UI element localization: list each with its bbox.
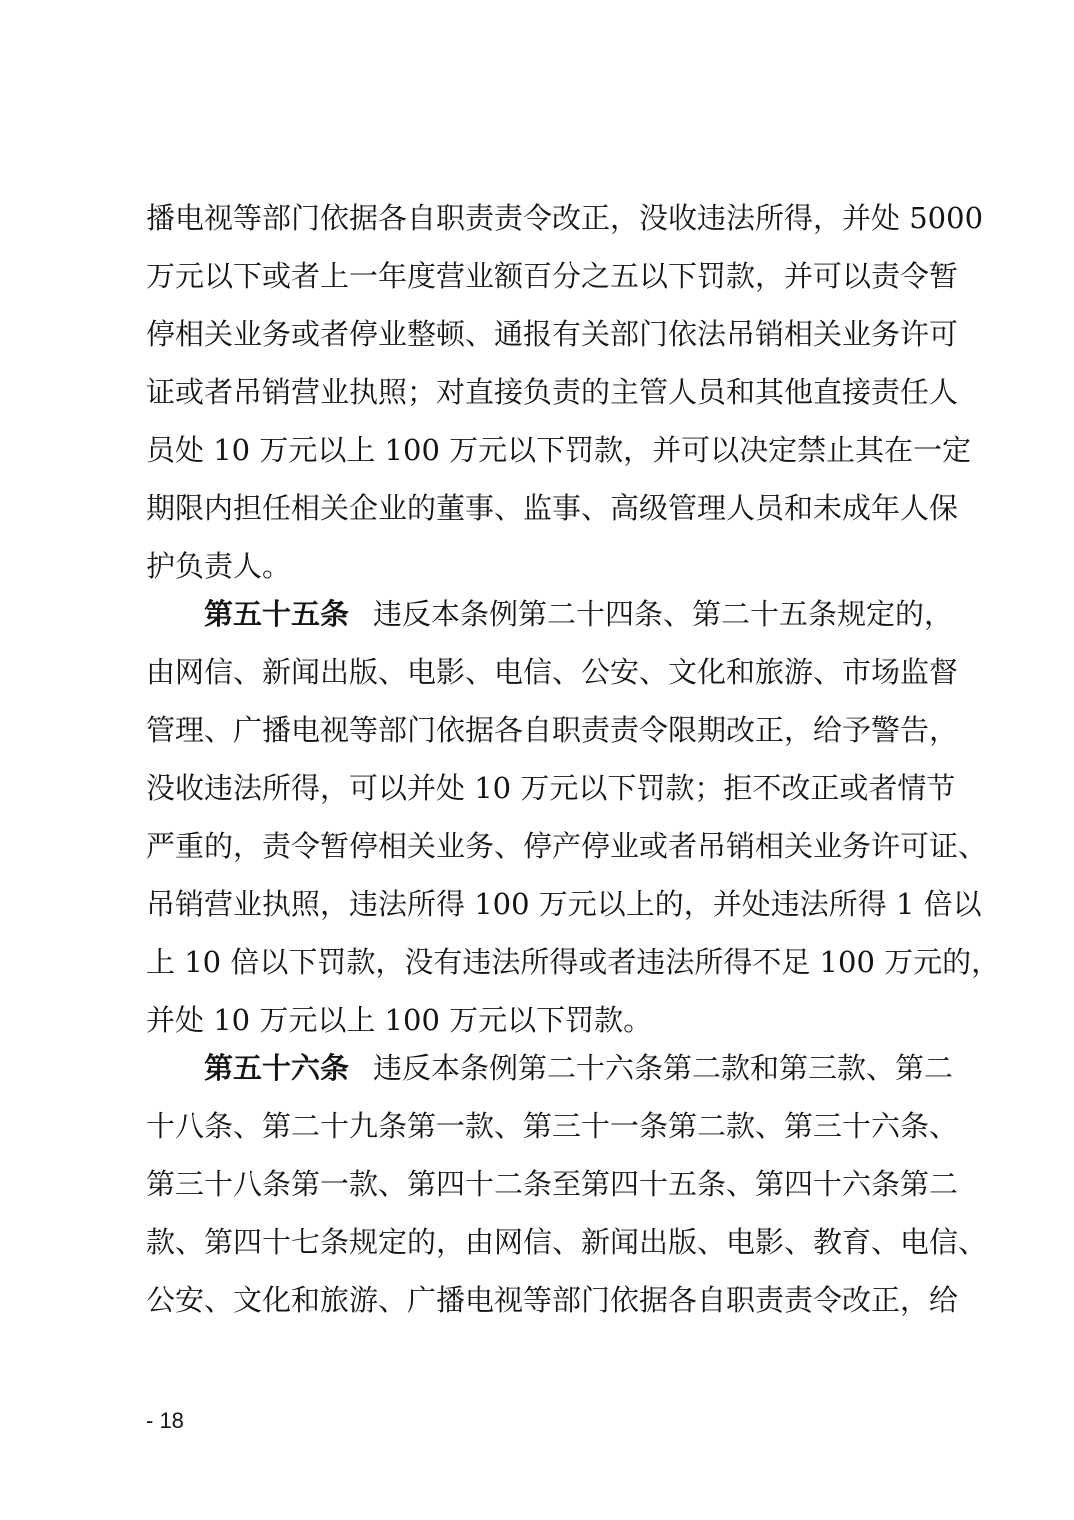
text-line: 没收违法所得，可以并处 10 万元以下罚款；拒不改正或者情节	[146, 771, 956, 805]
text-line: 公安、文化和旅游、广播电视等部门依据各自职责责令改正，给	[146, 1283, 959, 1317]
text-line: 停相关业务或者停业整顿、通报有关部门依法吊销相关业务许可	[146, 317, 959, 351]
article-first-line	[204, 596, 954, 632]
text-line: 员处 10 万元以上 100 万元以下罚款，并可以决定禁止其在一定	[146, 433, 972, 467]
text-line: 万元以下或者上一年度营业额百分之五以下罚款，并可以责令暂	[146, 259, 959, 293]
text-line: 证或者吊销营业执照；对直接负责的主管人员和其他直接责任人	[146, 375, 959, 409]
text-line: 护负责人。	[146, 549, 292, 583]
text-line: 严重的，责令暂停相关业务、停产停业或者吊销相关业务许可证、	[146, 829, 988, 863]
article-heading: 第五十六条	[204, 1051, 350, 1085]
article-heading: 第五十五条	[204, 597, 350, 631]
text-line: 吊销营业执照，违法所得 100 万元以上的，并处违法所得 1 倍以	[146, 887, 982, 921]
text-line: 款、第四十七条规定的，由网信、新闻出版、电影、教育、电信、	[146, 1225, 988, 1259]
text-line: 管理、广播电视等部门依据各自职责责令限期改正，给予警告，	[146, 713, 959, 747]
text-line: 并处 10 万元以上 100 万元以下罚款。	[146, 1003, 653, 1037]
text-line: 上 10 倍以下罚款，没有违法所得或者违法所得不足 100 万元的，	[146, 945, 1001, 979]
text-line: 由网信、新闻出版、电影、电信、公安、文化和旅游、市场监督	[146, 655, 959, 689]
text-line: 十八条、第二十九条第一款、第三十一条第二款、第三十六条、	[146, 1109, 959, 1143]
text-line: 播电视等部门依据各自职责责令改正，没收违法所得，并处 5000	[146, 201, 984, 235]
text-span: 违反本条例第二十四条、第二十五条规定的，	[373, 597, 954, 631]
text-line: 期限内担任相关企业的董事、监事、高级管理人员和未成年人保	[146, 491, 959, 525]
text-span: 违反本条例第二十六条第二款和第三款、第二	[373, 1051, 954, 1085]
text-line: 第三十八条第一款、第四十二条至第四十五条、第四十六条第二	[146, 1167, 959, 1201]
page-number: - 18	[146, 1408, 184, 1433]
article-first-line	[204, 1050, 954, 1086]
